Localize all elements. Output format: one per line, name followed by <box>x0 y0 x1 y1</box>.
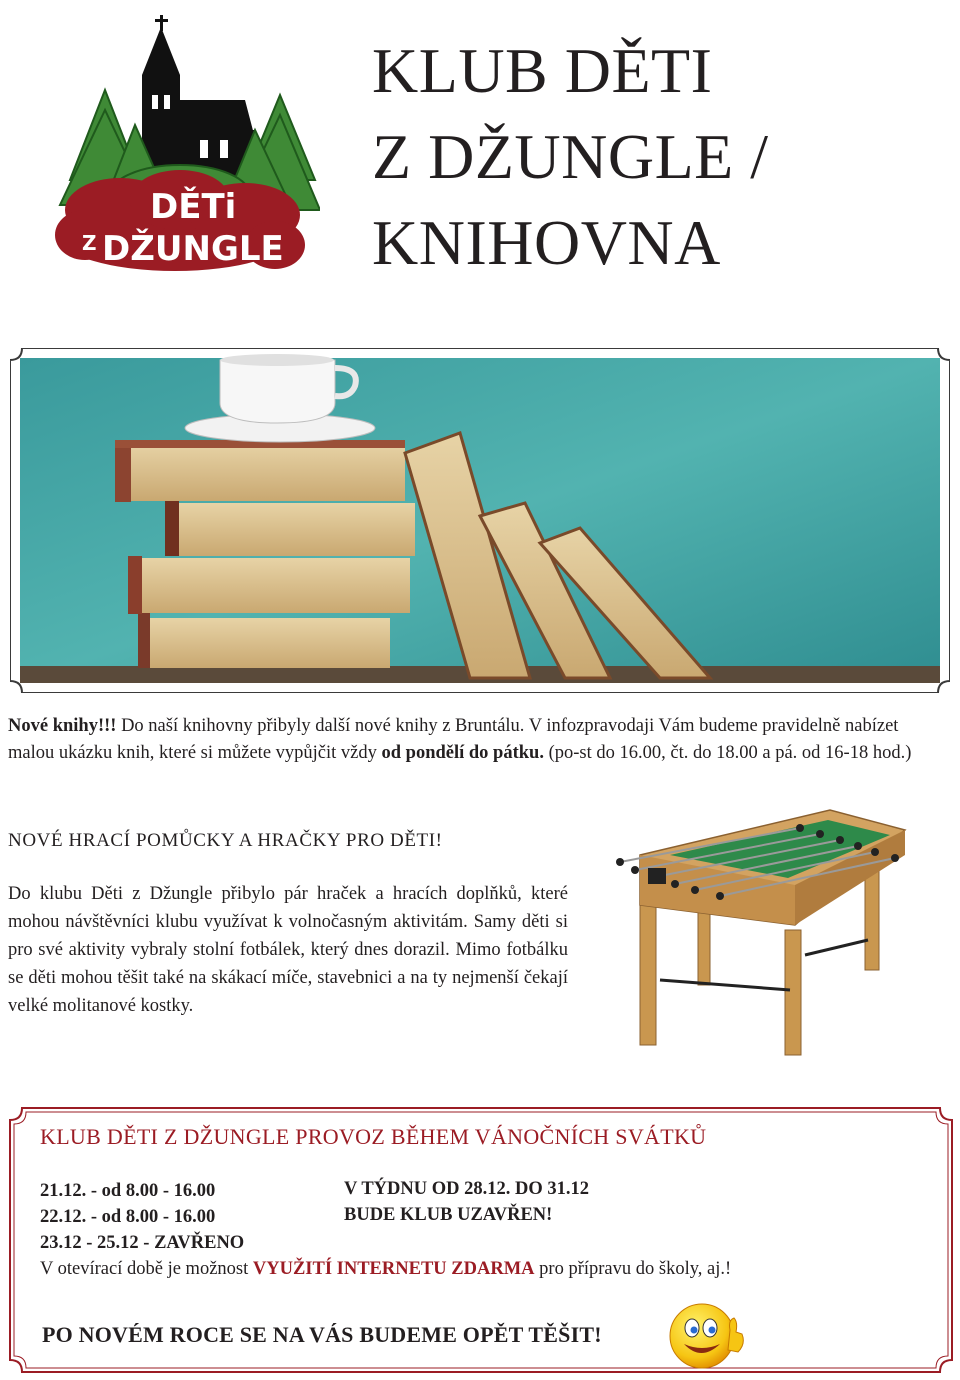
new-books-paragraph <box>8 713 943 767</box>
internet-note-post: pro přípravu do školy, aj.! <box>534 1259 732 1279</box>
schedule-line-2: 22.12. - od 8.00 - 16.00 <box>40 1207 216 1227</box>
club-logo <box>30 5 320 280</box>
toys-paragraph: Do klubu Děti z Džungle přibylo pár hraček a hracích doplňků, které mohou návštěvníci klubu využívat k volnočasným aktivitám. Samy děti si pro své aktivity vybraly stolní fotbálek, který dnes dorazil. Mimo fotbálku se děti mohou těšit také na skákací míče, stavebnici a na ty nejmenší čekají velké molitanové kostky. <box>8 884 568 1016</box>
logo-text-z: Z <box>82 231 97 255</box>
new-books-text-2: (po-st do 16.00, čt. do 18.00 a pá. od 16-18 hod.) <box>543 743 912 763</box>
internet-note-highlight: VYUŽITÍ INTERNETU ZDARMA <box>252 1259 535 1279</box>
books-photo <box>10 348 950 693</box>
new-books-lead: Nové knihy!!! <box>8 716 117 736</box>
logo-text-dzungle: DŽUNGLE <box>102 229 284 269</box>
internet-note-pre: V otevírací době je možnost <box>40 1259 253 1279</box>
page-title <box>372 28 769 286</box>
internet-note <box>40 1259 731 1280</box>
section-heading-toys: NOVÉ HRACÍ POMŮCKY A HRAČKY PRO DĚTI! <box>8 830 443 851</box>
schedule-line-1: 21.12. - od 8.00 - 16.00 <box>40 1181 216 1201</box>
foosball-table-photo <box>600 800 925 1060</box>
week-closed-note-2: BUDE KLUB UZAVŘEN! <box>344 1205 553 1225</box>
smiley-thumbs-up-icon <box>668 1300 746 1372</box>
closing-message: PO NOVÉM ROCE SE NA VÁS BUDEME OPĚT TĚŠIT! <box>42 1322 602 1347</box>
new-books-days: od pondělí do pátku. <box>381 743 544 763</box>
logo-text-deti: DĚTi <box>150 187 237 227</box>
new-books-text-1: Do naší knihovny přibyly další nové knihy z Bruntálu. V infozpravodaji Vám budeme pravidelně nabízet malou ukázku knih, které si můžete vypůjčit vždy <box>8 716 899 763</box>
holiday-title: KLUB DĚTI Z DŽUNGLE PROVOZ BĚHEM VÁNOČNÍCH SVÁTKŮ <box>40 1124 707 1149</box>
title-line-3: KNIHOVNA <box>372 207 721 278</box>
week-closed-note-1: V TÝDNU OD 28.12. DO 31.12 <box>344 1179 589 1199</box>
schedule-line-3: 23.12 - 25.12 - ZAVŘENO <box>40 1233 245 1253</box>
title-line-1: KLUB DĚTI <box>372 35 713 106</box>
title-line-2: Z DŽUNGLE / <box>372 121 769 192</box>
